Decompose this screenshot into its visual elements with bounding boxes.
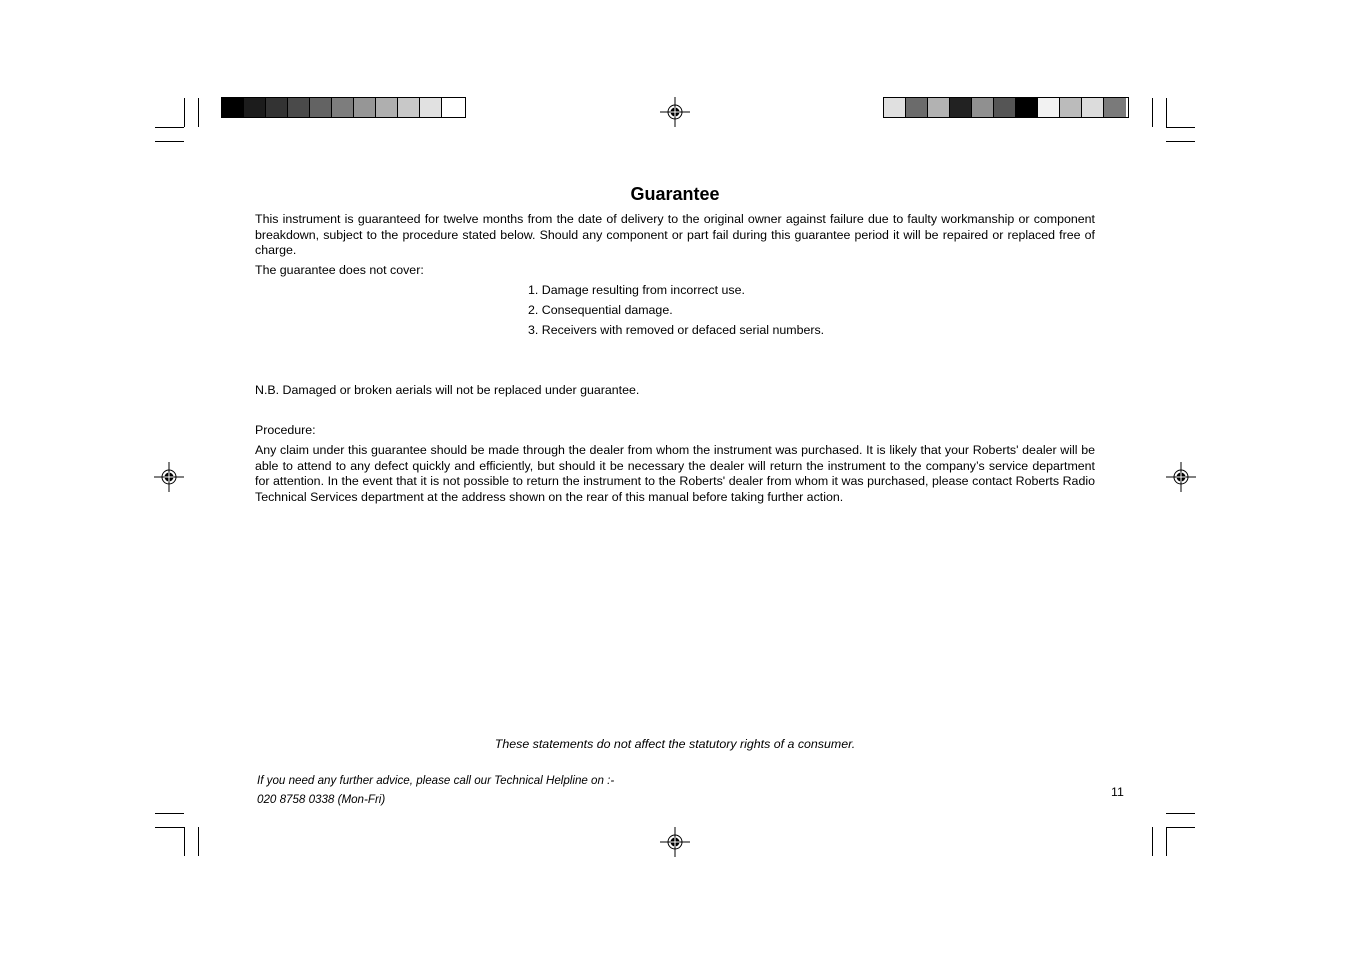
registration-mark-right-icon (1166, 462, 1196, 492)
procedure-heading: Procedure: (255, 423, 316, 437)
guarantee-intro: This instrument is guaranteed for twelve months from the date of delivery to the original owner against failure due to faulty workmanship or component breakdown, subject to the procedure stated below. Should any component or part fail during this guarantee period it will be repaired or replaced free of charge. (255, 212, 1095, 257)
page-number: 11 (1111, 785, 1124, 799)
list-item: 2. Consequential damage. (528, 303, 673, 317)
crop-mark-bottom-left-v2 (198, 827, 199, 856)
color-swatch (1038, 98, 1060, 117)
color-swatch (354, 98, 376, 117)
not-cover-heading: The guarantee does not cover: (255, 263, 424, 277)
color-swatch (222, 98, 244, 117)
list-item: 1. Damage resulting from incorrect use. (528, 283, 745, 297)
crop-mark-top-left-v (184, 98, 185, 127)
color-swatch (398, 98, 420, 117)
crop-mark-bottom-right-h2 (1166, 827, 1195, 828)
color-swatch (332, 98, 354, 117)
helpline-number: 020 8758 0338 (Mon-Fri) (257, 793, 386, 806)
crop-mark-bottom-right-h (1166, 813, 1195, 814)
color-swatch (266, 98, 288, 117)
helpline-text: If you need any further advice, please call our Technical Helpline on :- (257, 774, 615, 787)
color-swatch (288, 98, 310, 117)
crop-mark-bottom-left-h2 (155, 827, 184, 828)
color-swatch (442, 98, 464, 117)
crop-mark-top-right-h (1166, 127, 1195, 128)
exclusions-list (528, 283, 824, 343)
gray-scale-bar-right (883, 97, 1129, 118)
color-swatch (1104, 98, 1126, 117)
crop-mark-top-left-v2 (198, 98, 199, 127)
crop-mark-bottom-right-v (1166, 827, 1167, 856)
registration-mark-left-icon (154, 462, 184, 492)
color-swatch (244, 98, 266, 117)
registration-mark-bottom-icon (660, 827, 690, 857)
crop-mark-top-right-v (1166, 98, 1167, 127)
color-swatch (1060, 98, 1082, 117)
procedure-text: Any claim under this guarantee should be made through the dealer from whom the instrument was purchased. It is likely that your Roberts' dealer will be able to attend to any defect quickly and efficiently, but should it be necessary the dealer will return the instrument to the company’s service department for attention. In the event that it is not possible to return the instrument to the Roberts' dealer from whom it was purchased, please contact Roberts Radio Technical Services department at the address shown on the rear of this manual before taking further action. (255, 443, 1095, 504)
color-swatch (1016, 98, 1038, 117)
crop-mark-bottom-right-v2 (1152, 827, 1153, 856)
color-swatch (310, 98, 332, 117)
crop-mark-top-left-h2 (155, 141, 184, 142)
color-swatch (928, 98, 950, 117)
color-swatch (950, 98, 972, 117)
color-swatch (884, 98, 906, 117)
color-swatch (420, 98, 442, 117)
gray-scale-bar-left (221, 97, 466, 118)
crop-mark-top-left-h (155, 127, 184, 128)
nb-note: N.B. Damaged or broken aerials will not be replaced under guarantee. (255, 383, 640, 397)
list-item: 3. Receivers with removed or defaced serial numbers. (528, 323, 825, 337)
crop-mark-top-right-v2 (1152, 98, 1153, 127)
color-swatch (376, 98, 398, 117)
page-title: Guarantee (630, 184, 720, 204)
registration-mark-top-icon (660, 97, 690, 127)
statutory-statement: These statements do not affect the statutory rights of a consumer. (494, 737, 856, 751)
crop-mark-bottom-left-h (155, 813, 184, 814)
color-swatch (972, 98, 994, 117)
color-swatch (994, 98, 1016, 117)
crop-mark-bottom-left-v (184, 827, 185, 856)
color-swatch (1082, 98, 1104, 117)
color-swatch (906, 98, 928, 117)
crop-mark-top-right-h2 (1166, 141, 1195, 142)
